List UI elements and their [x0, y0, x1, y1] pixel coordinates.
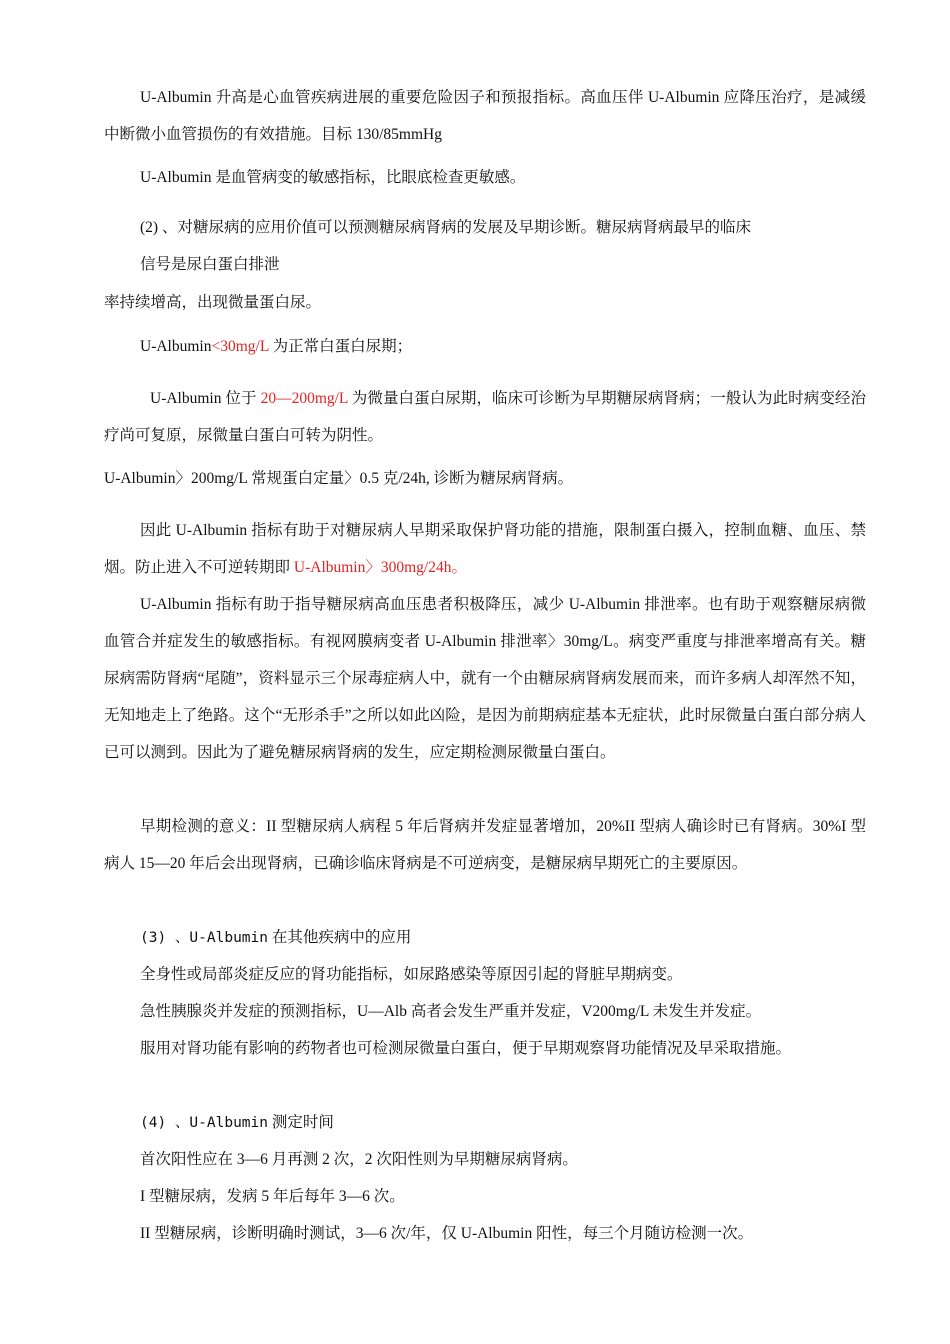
highlight-value: 20—200mg/L	[260, 390, 348, 407]
paragraph-u-albumin-cardiovascular	[104, 79, 866, 153]
section-number: (4) 、	[140, 1115, 190, 1131]
paragraph-text: 服用对肾功能有影响的药物者也可检测尿微量白蛋白，便于早期观察肾功能情况及早采取措施。	[140, 1040, 792, 1057]
paragraph-text: U-Albumin	[140, 338, 212, 355]
paragraph-text: 测定时间	[268, 1114, 334, 1131]
paragraph-text: 为微量白蛋白尿期，临床可诊断为早期糖尿病肾病；一般认为此时病变经治疗尚可复原，尿微量白蛋白可转为阴性。	[104, 390, 866, 444]
paragraph-text: (2) 、对糖尿病的应用价值可以预测糖尿病肾病的发展及早期诊断。糖尿病肾病最早的临床	[140, 219, 751, 236]
paragraph-text: U-Albumin 是血管病变的敏感指标，比眼底检查更敏感。	[140, 169, 526, 186]
paragraph-text: U-Albumin 指标有助于指导糖尿病高血压患者积极降压，减少 U-Albumin 排泄率。也有助于观察糖尿病微血管合并症发生的敏感指标。有视网膜病变者 U-Albumin 排泄率〉30mg/L。病变严重度与排泄率增高有关。糖尿病需防肾病“尾随”，资料显示三个尿毒症病人中，就有一个由糖尿病肾病发展而来，而许多病人却浑然不知，无知地走上了绝路。这个“无形杀手”之所以如此凶险，是因为前期病症基本无症状，此时尿微量白蛋白部分病人已可以测到。因此为了避免糖尿病肾病的发生，应定期检测尿微量白蛋白。	[104, 596, 866, 761]
highlight-value: U-Albumin〉300mg/24h。	[293, 559, 467, 576]
section-2-heading-line	[104, 209, 866, 246]
paragraph-pancreatitis-indicator	[104, 993, 866, 1030]
section-2-heading-line-2	[104, 246, 866, 283]
section-number: (3) 、	[140, 930, 190, 946]
highlight-value: <30mg/L	[211, 338, 269, 355]
paragraph-text: 全身性或局部炎症反应的肾功能指标，如尿路感染等原因引起的肾脏早期病变。	[140, 966, 683, 983]
paragraph-blood-pressure-guidance	[104, 586, 866, 771]
section-2-heading-line-3	[104, 284, 866, 321]
section-4-heading	[104, 1104, 866, 1142]
section-keyword: U-Albumin	[189, 1115, 268, 1131]
paragraph-first-positive	[104, 1141, 866, 1178]
paragraph-text: 在其他疾病中的应用	[268, 929, 412, 946]
paragraph-text: 信号是尿白蛋白排泄	[140, 256, 280, 273]
paragraph-text: U-Albumin〉200mg/L 常规蛋白定量〉0.5 克/24h, 诊断为糖尿病肾病。	[104, 470, 574, 487]
paragraph-type-2-schedule	[104, 1215, 866, 1252]
paragraph-inflammation-indicator	[104, 956, 866, 993]
paragraph-early-protection	[104, 512, 866, 586]
paragraph-text: 首次阳性应在 3—6 月再测 2 次，2 次阳性则为早期糖尿病肾病。	[140, 1151, 578, 1168]
paragraph-text: 率持续增高，出现微量蛋白尿。	[104, 294, 322, 311]
paragraph-text: 急性胰腺炎并发症的预测指标，U—Alb 高者会发生严重并发症，V200mg/L 未发生并发症。	[140, 1003, 762, 1020]
paragraph-text: 早期检测的意义：II 型糖尿病人病程 5 年后肾病并发症显著增加，20%II 型病人确诊时已有肾病。30%I 型病人 15—20 年后会出现肾病，已确诊临床肾病是不可逆病变，是糖尿病早期死亡的主要原因。	[104, 818, 866, 872]
paragraph-text: 因此 U-Albumin 指标有助于对糖尿病人早期采取保护肾功能的措施，限制蛋白摄入，控制血糖、血压、禁烟。防止进入不可逆转期即	[104, 522, 866, 576]
paragraph-type-1-schedule	[104, 1178, 866, 1215]
paragraph-sensitive-indicator	[104, 159, 866, 196]
paragraph-text: U-Albumin 位于	[150, 390, 261, 407]
paragraph-nephropathy-diagnosis	[104, 460, 866, 497]
paragraph-drug-monitoring	[104, 1030, 866, 1067]
paragraph-text: II 型糖尿病，诊断明确时测试，3—6 次/年，仅 U-Albumin 阳性，每三个月随访检测一次。	[140, 1225, 754, 1242]
paragraph-text: U-Albumin 升高是心血管疾病进展的重要危险因子和预报指标。高血压伴 U-Albumin 应降压治疗，是减缓中断微小血管损伤的有效措施。目标 130/85mmHg	[104, 89, 866, 143]
paragraph-text: I 型糖尿病，发病 5 年后每年 3—6 次。	[140, 1188, 405, 1205]
paragraph-microalbumin-range	[104, 380, 866, 454]
section-3-heading	[104, 919, 866, 957]
section-keyword: U-Albumin	[189, 930, 268, 946]
paragraph-text: 为正常白蛋白尿期；	[268, 338, 413, 355]
paragraph-normal-range	[104, 328, 866, 365]
paragraph-early-detection-significance	[104, 808, 866, 882]
